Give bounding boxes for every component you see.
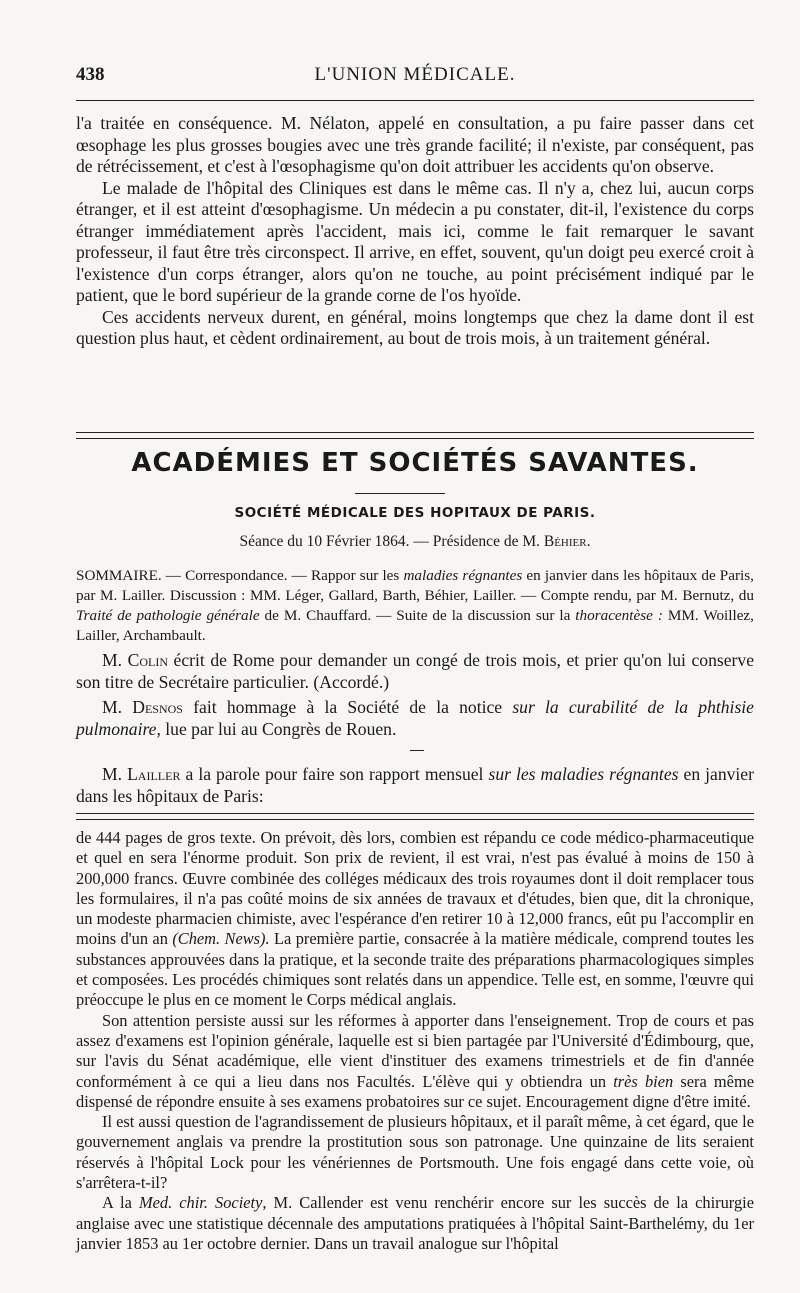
speaker-name: Lailler: [127, 764, 181, 784]
paragraph: [76, 697, 754, 740]
m-prefix: M.: [102, 697, 133, 717]
sommaire-block: [76, 566, 754, 646]
paragraph-text: A la: [102, 1193, 139, 1213]
paragraph: Le malade de l'hôpital des Cliniques est dans le même cas. Il n'y a, chez lui, aucun corps étranger, et il est atteint d'œsophagisme. Un médecin a pu constater, dit-il, l'existence du corps étranger immédiatement après l'accident, mais ici, comme le fait remarquer le savant professeur, il faut être très circonspect. Il arrive, en effet, souvent, qu'un doigt peu exercé croit à l'existence d'un corps étranger, alors qu'on ne touche, au point précisément indiqué par le patient, que le bord supérieur de la grande corne de l'os hyoïde.: [76, 177, 754, 305]
paragraph: l'a traitée en conséquence. M. Nélaton, appelé en consultation, a pu faire passer dans cet œsophage les plus grosses bougies avec une très grande facilité; il n'existe, par conséquent, pas de rétrécissement, et c'est à l'œsophagisme qu'on doit attribuer les accidents qu'on observe.: [76, 113, 754, 176]
speaker-name: Colin: [127, 650, 168, 670]
header-rule: [76, 100, 754, 101]
separator-dash: [410, 750, 424, 751]
feuilleton-divider: [76, 813, 754, 820]
sommaire-text: de M. Chauffard. — Suite de la discussion sur la: [259, 607, 576, 624]
feuilleton-text: [76, 828, 754, 1254]
paragraph-italic: sur la curabilité de la phthisie pulmonaire,: [76, 697, 754, 739]
paragraph: [76, 764, 754, 807]
section-title: ACADÉMIES ET SOCIÉTÉS SAVANTES.: [131, 448, 699, 478]
paragraph: [76, 1011, 754, 1112]
m-prefix: M.: [102, 650, 128, 670]
sommaire-text: en janvier dans les hôpitaux de Paris, par M. Lailler. Discussion : MM. Léger, Gallard, Barth, Béhier, Lailler. — Compte rendu, par M. Bernutz, du: [76, 567, 754, 604]
page-header: [76, 64, 754, 94]
paragraph-text: de 444 pages de gros texte. On prévoit, dès lors, combien est répandu ce code médico-pharmaceutique et quel en sera l'énorme produit. Son prix de revient, il est vrai, n'est pas évalué à moins de 150 à 200,000 francs. Œuvre combinée des colléges médicaux des trois royaumes dont il doit remplacer tous les formulaires, il n'a pas coûté moins de six années de travaux et d'études, bien que, dit la chronique, un modeste pharmacien chimiste, avec l'espérance d'en retirer 10 à 12,000 francs, eût pu l'accomplir en moins d'un an: [76, 828, 754, 949]
m-prefix: M.: [102, 764, 128, 784]
seance-text: Séance du 10 Février 1864. — Présidence de M.: [239, 533, 544, 550]
paragraph-text: fait hommage à la Société de la notice: [182, 697, 513, 717]
paragraph-italic: très bien: [613, 1071, 674, 1091]
sommaire-italic: thoracentèse :: [575, 607, 663, 624]
sommaire-italic: Traité de pathologie générale: [76, 607, 260, 624]
journal-title: L'UNION MÉDICALE.: [314, 64, 516, 85]
section-divider: [76, 432, 754, 439]
president-name: Béhier: [543, 533, 587, 550]
paragraph-text: La première partie, consacrée à la matière médicale, comprend toutes les substances approuvées dans la pratique, et la seconde traite des préparations pharmacologiques simples et composées. Les procédés chimiques sont relatés dans un appendice. Telle est, en somme, l'œuvre qui préoccupe le plus en ce moment le Corps médical anglais.: [76, 929, 754, 1010]
sommaire-text: SOMMAIRE. — Correspondance. — Rappor sur les: [76, 567, 404, 584]
paragraph: [76, 1193, 754, 1254]
paragraph-text: en janvier dans les hôpitaux de Paris:: [76, 764, 754, 806]
paragraph-italic: Med. chir. Society: [138, 1193, 263, 1213]
page-number: 438: [76, 64, 105, 85]
paragraph-text: sera même dispensé de répondre ensuite à ses examens probatoires sur ce sujet. Encouragement digne d'être imité.: [76, 1071, 754, 1111]
title-underline: [355, 493, 445, 494]
desnos-paragraph: [76, 697, 754, 740]
paragraph-text: écrit de Rome pour demander un congé de trois mois, et prier qu'on lui conserve son titre de Secrétaire particulier. (Accordé.): [76, 650, 755, 692]
paragraph-text: a la parole pour faire son rapport mensuel: [180, 764, 489, 784]
paragraph-text: lue par lui au Congrès de Rouen.: [160, 718, 397, 739]
speaker-name: Desnos: [132, 697, 183, 717]
paragraph: [76, 650, 754, 693]
paragraph: [76, 828, 754, 1011]
paragraph-text: Son attention persiste aussi sur les réformes à apporter dans l'enseignement. Trop de cours et pas assez d'examens est l'opinion générale, laquelle est si bien partagée par l'Université d'Édimbourg, que, sur l'avis du Sénat académique, elle vient d'instituer des examens trimestriels et de fin d'année conformément à ce qui a lieu dans nos Facultés. L'élève qui y obtiendra un: [76, 1010, 754, 1091]
paragraph: Il est aussi question de l'agrandissement de plusieurs hôpitaux, et il paraît même, à cet égard, que le gouvernement anglais va prendre la prostitution sous son patronage. Une quinzaine de lits seraient réservés à l'hôpital Lock pour les vénériennes de Portsmouth. Une fois engagé dans cette voie, où s'arrêtera-t-il?: [76, 1112, 755, 1193]
sommaire-italic: maladies régnantes: [403, 567, 523, 584]
lailler-paragraph: [76, 764, 754, 807]
seance-end: .: [586, 533, 591, 550]
top-article-text: [76, 113, 754, 350]
paragraph-text: , M. Callender est venu renchérir encore sur les succès de la chirurgie anglaise avec une statistique décennale des amputations pratiquées à l'hôpital Saint-Barthelémy, du 1er janvier 1853 au 1er octobre dernier. Dans un travail analogue sur l'hôpital: [76, 1193, 754, 1253]
colin-paragraph: [76, 650, 754, 693]
sommaire-text: MM. Woillez, Lailler, Archambault.: [76, 607, 754, 644]
seance-line: [76, 533, 754, 551]
paragraph-italic: (Chem. News).: [172, 929, 270, 949]
society-title: SOCIÉTÉ MÉDICALE DES HOPITAUX DE PARIS.: [234, 505, 596, 521]
paragraph-italic: sur les maladies régnantes: [488, 764, 679, 784]
paragraph: Ces accidents nerveux durent, en général, moins longtemps que chez la dame dont il est question plus haut, et cèdent ordinairement, au bout de trois mois, à un traitement général.: [76, 306, 754, 348]
sommaire: [76, 566, 754, 646]
